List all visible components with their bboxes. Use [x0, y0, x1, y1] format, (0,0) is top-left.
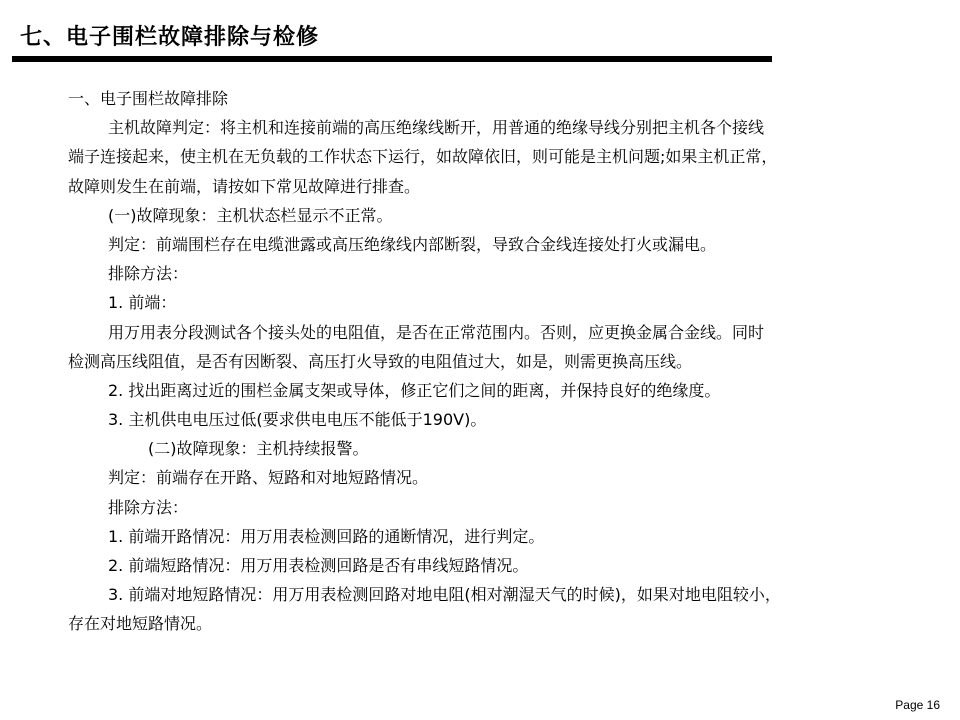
body-line: 判定：前端围栏存在电缆泄露或高压绝缘线内部断裂，导致合金线连接处打火或漏电。 — [108, 234, 717, 254]
section-heading: 一、电子围栏故障排除 — [68, 89, 229, 108]
body-line: 端子连接起来，使主机在无负载的工作状态下运行，如故障依旧，则可能是主机问题;如果主机正常， — [68, 147, 778, 167]
body-line: 检测高压线阻值，是否有因断裂、高压打火导致的电阻值过大，如是，则需更换高压线。 — [68, 351, 693, 371]
body-line: 判定：前端存在开路、短路和对地短路情况。 — [108, 468, 429, 488]
fault-heading: (二)故障现象：主机持续报警。 — [148, 439, 369, 459]
page-number: Page 16 — [895, 698, 940, 712]
list-item: 2. 找出距离过近的围栏金属支架或导体，修正它们之间的距离，并保持良好的绝缘度。 — [108, 380, 721, 400]
list-item: 2. 前端短路情况：用万用表检测回路是否有串线短路情况。 — [108, 556, 529, 575]
title-underline — [12, 56, 772, 62]
body-line: 主机故障判定：将主机和连接前端的高压绝缘线断开，用普通的绝缘导线分别把主机各个接线 — [108, 118, 765, 138]
body-line: 排除方法： — [108, 264, 189, 284]
list-item: 3. 主机供电电压过低(要求供电电压不能低于190V)。 — [108, 410, 487, 430]
slide-body — [68, 84, 908, 639]
body-line: 故障则发生在前端，请按如下常见故障进行排查。 — [68, 176, 421, 196]
list-item: 3. 前端对地短路情况：用万用表检测回路对地电阻(相对潮湿天气的时候)，如果对地电阻较小， — [108, 585, 781, 605]
fault-heading: (一)故障现象：主机状态栏显示不正常。 — [108, 205, 393, 225]
list-item: 1. 前端： — [108, 293, 177, 313]
body-line: 排除方法： — [108, 497, 189, 517]
list-item: 1. 前端开路情况：用万用表检测回路的通断情况，进行判定。 — [108, 526, 545, 546]
body-line: 用万用表分段测试各个接头处的电阻值，是否在正常范围内。否则，应更换金属合金线。同时 — [108, 322, 765, 342]
slide-title: 七、电子围栏故障排除与检修 — [20, 25, 320, 50]
body-line: 存在对地短路情况。 — [68, 614, 213, 634]
